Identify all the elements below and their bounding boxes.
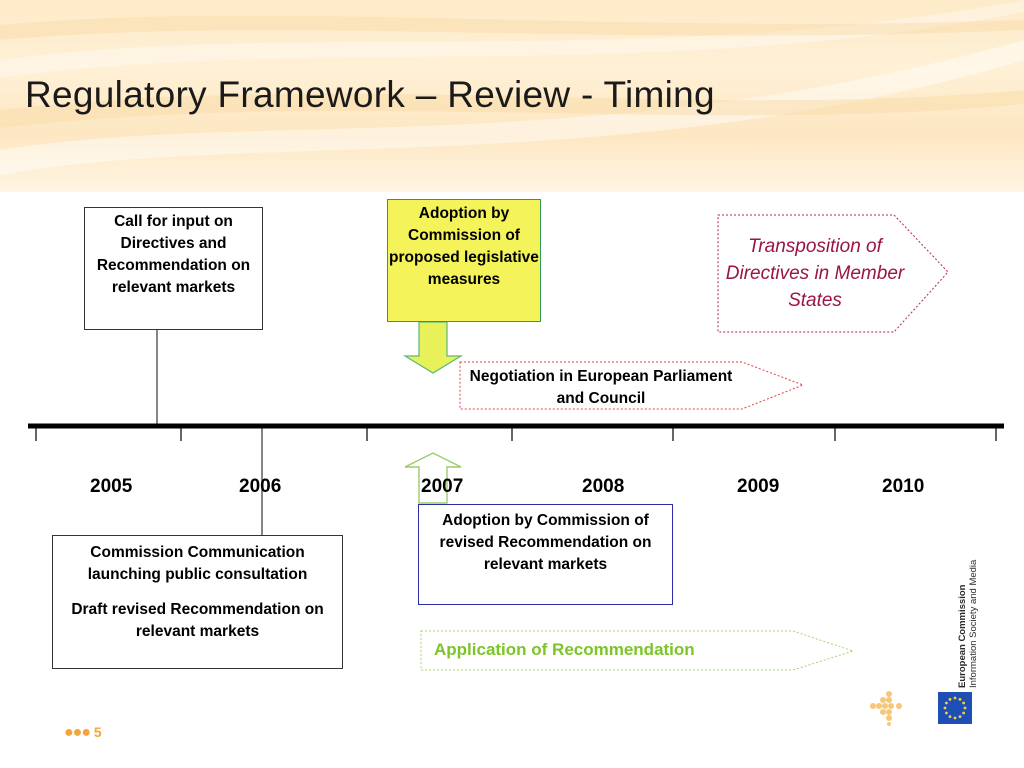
footer-dots-icon: ●●● [64,724,90,741]
adoption-recommendation-box [418,504,673,605]
year-label: 2006 [239,476,282,497]
page-number: 5 [93,724,102,740]
decorative-dots-icon [869,690,909,731]
negotiation-label: Negotiation in European Parliament and Council [469,368,733,407]
ec-logo-text [957,560,979,688]
down-arrow [405,322,461,373]
year-label: 2009 [737,476,780,497]
commission-communication-text: Commission Communication launching public consultation [87,544,308,583]
draft-recommendation-text: Draft revised Recommendation on relevant markets [71,601,324,640]
ec-logo-line1: European Commission [957,584,968,688]
slide-title: Regulatory Framework – Review - Timing [25,74,715,115]
ec-logo-line2: Information Society and Media [968,559,979,688]
year-label: 2005 [90,476,133,497]
call-for-input-text: Call for input on Directives and Recommendation on relevant markets [96,213,251,296]
transposition-label: Transposition of Directives in Member States [725,236,905,311]
adoption-legislative-text: Adoption by Commission of proposed legislative measures [389,205,539,288]
application-label: Application of Recommendation [434,640,695,659]
footer [64,724,102,742]
eu-flag-icon [938,692,972,724]
adoption-legislative-box [387,199,541,322]
commission-communication-box [52,535,343,669]
year-label: 2008 [582,476,625,497]
adoption-recommendation-text: Adoption by Commission of revised Recommendation on relevant markets [439,512,652,573]
year-label: 2010 [882,476,925,497]
year-label: 2007 [421,476,464,497]
call-for-input-box [84,207,263,330]
